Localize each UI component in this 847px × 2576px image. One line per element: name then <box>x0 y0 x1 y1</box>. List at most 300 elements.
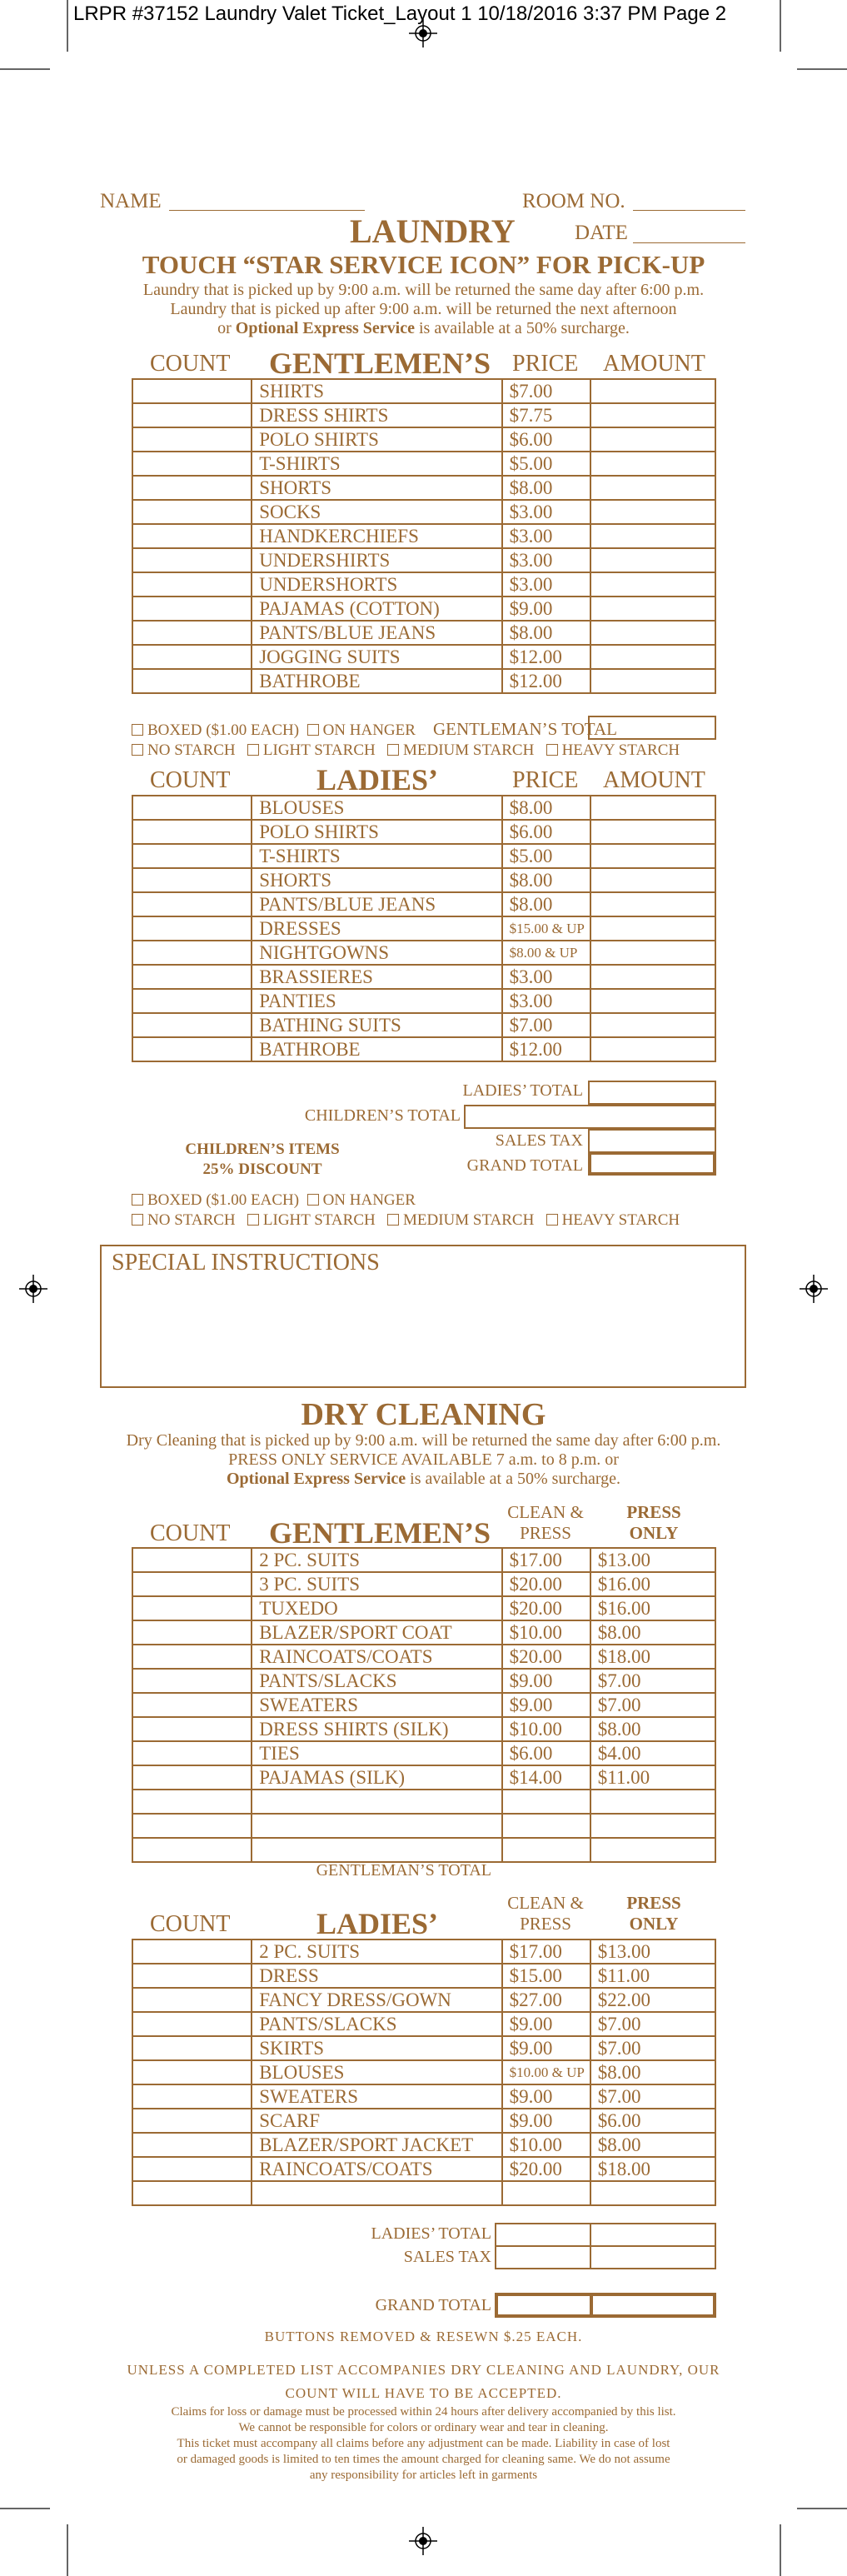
laundry-ladies-table <box>132 795 716 1062</box>
laundry-notes <box>0 281 847 338</box>
item-price: $12.00 <box>502 669 590 693</box>
boxed-checkbox[interactable] <box>132 724 143 736</box>
gentlemen-total-label: GENTLEMAN’S TOTAL <box>433 719 617 739</box>
count-cell[interactable] <box>132 621 252 645</box>
heavy-starch-checkbox[interactable] <box>546 1214 558 1226</box>
amount-cell[interactable] <box>590 796 715 820</box>
table-row <box>132 1572 715 1596</box>
heavy-starch-checkbox[interactable] <box>546 744 558 756</box>
item-name: 2 PC. SUITS <box>252 1939 501 1964</box>
table-row <box>132 524 715 548</box>
table-row <box>132 1037 715 1061</box>
item-price: $8.00 <box>502 621 590 645</box>
count-cell[interactable] <box>132 1790 252 1814</box>
dry-gentlemen-table <box>132 1547 716 1863</box>
item-name: T-SHIRTS <box>252 452 501 476</box>
table-row <box>132 820 715 844</box>
table-row <box>132 844 715 868</box>
count-notice: UNLESS A COMPLETED LIST ACCOMPANIES DRY CLEANING AND LAUNDRY, OUR COUNT WILL HAVE TO BE ACCEPTED. <box>127 2362 720 2401</box>
item-name: UNDERSHIRTS <box>252 548 501 572</box>
clean-press-price: $9.00 <box>502 2012 590 2036</box>
item-name: SCARF <box>252 2109 501 2133</box>
crop-mark <box>780 0 781 52</box>
item-name: POLO SHIRTS <box>252 427 501 452</box>
no-starch-checkbox[interactable] <box>132 1214 143 1226</box>
table-row <box>132 597 715 621</box>
count-cell[interactable] <box>132 1964 252 1988</box>
count-cell[interactable] <box>132 1620 252 1645</box>
item-name: PANTS/SLACKS <box>252 1669 501 1693</box>
item-name: TIES <box>252 1741 501 1765</box>
table-row <box>132 2157 715 2181</box>
children-total-label: CHILDREN’S TOTAL <box>304 1106 461 1125</box>
item-price: $8.00 <box>502 868 590 892</box>
item-price: $6.00 <box>502 820 590 844</box>
item-name: PANTS/BLUE JEANS <box>252 892 501 916</box>
column-clean-press: CLEAN & PRESS <box>507 1502 584 1543</box>
item-price: $7.00 <box>502 379 590 403</box>
item-name: UNDERSHORTS <box>252 572 501 597</box>
starch-row: NO STARCH LIGHT STARCH MEDIUM STARCH HEAVY STARCH <box>132 741 680 760</box>
sales-tax-field[interactable] <box>588 1129 716 1153</box>
item-name: DRESS SHIRTS <box>252 403 501 427</box>
count-cell[interactable] <box>132 1939 252 1964</box>
item-price: $3.00 <box>502 965 590 989</box>
item-name: DRESSES <box>252 916 501 941</box>
hanger-checkbox[interactable] <box>307 724 319 736</box>
clean-press-price: $10.00 & UP <box>502 2060 590 2084</box>
amount-cell[interactable] <box>590 548 715 572</box>
item-price: $7.00 <box>502 1013 590 1037</box>
item-price: $6.00 <box>502 427 590 452</box>
count-cell[interactable] <box>132 2012 252 2036</box>
clean-press-price <box>502 1838 590 1862</box>
amount-cell[interactable] <box>590 669 715 693</box>
table-row <box>132 645 715 669</box>
press-only-price: $18.00 <box>590 2157 715 2181</box>
column-press-only: PRESS ONLY <box>626 1502 681 1543</box>
press-only-price: $16.00 <box>590 1572 715 1596</box>
table-row <box>132 2012 715 2036</box>
gentlemen-title: GENTLEMEN’S <box>269 1516 491 1550</box>
column-price: PRICE <box>512 767 579 793</box>
press-only-price: $6.00 <box>590 2109 715 2133</box>
press-only-price <box>590 1790 715 1814</box>
buttons-note: BUTTONS REMOVED & RESEWN $.25 EACH. <box>264 2329 583 2344</box>
crop-mark <box>797 2508 847 2509</box>
column-amount: AMOUNT <box>603 351 705 377</box>
item-price: $12.00 <box>502 1037 590 1061</box>
item-price: $12.00 <box>502 645 590 669</box>
table-row <box>132 868 715 892</box>
item-name: BLOUSES <box>252 796 501 820</box>
table-row <box>132 1838 715 1862</box>
name-label: NAME <box>100 190 162 212</box>
column-count: COUNT <box>150 767 231 793</box>
item-price: $3.00 <box>502 500 590 524</box>
item-name: T-SHIRTS <box>252 844 501 868</box>
item-name: BLOUSES <box>252 2060 501 2084</box>
count-cell[interactable] <box>132 548 252 572</box>
amount-cell[interactable] <box>590 892 715 916</box>
gentlemen-total-label: GENTLEMAN’S TOTAL <box>316 1861 491 1880</box>
count-cell[interactable] <box>132 820 252 844</box>
table-row <box>132 427 715 452</box>
table-row <box>132 892 715 916</box>
medium-starch-checkbox[interactable] <box>387 1214 399 1226</box>
table-row <box>132 379 715 403</box>
sales-tax-label: SALES TAX <box>403 2248 491 2266</box>
options-row: BOXED ($1.00 EACH) ON HANGER <box>132 721 416 740</box>
item-price: $8.00 <box>502 796 590 820</box>
children-total-field[interactable] <box>464 1105 716 1129</box>
clean-press-price: $10.00 <box>502 1717 590 1741</box>
laundry-title: LAUNDRY <box>350 212 516 250</box>
no-starch-checkbox[interactable] <box>132 744 143 756</box>
amount-cell[interactable] <box>590 403 715 427</box>
count-cell[interactable] <box>132 427 252 452</box>
starch-row: NO STARCH LIGHT STARCH MEDIUM STARCH HEAVY STARCH <box>132 1211 680 1230</box>
amount-cell[interactable] <box>590 452 715 476</box>
item-name: SKIRTS <box>252 2036 501 2060</box>
count-cell[interactable] <box>132 645 252 669</box>
table-row <box>132 1814 715 1838</box>
count-cell[interactable] <box>132 1645 252 1669</box>
amount-cell[interactable] <box>590 379 715 403</box>
table-row <box>132 2109 715 2133</box>
column-price: PRICE <box>512 351 579 377</box>
column-press-only: PRESS ONLY <box>626 1893 681 1934</box>
table-row <box>132 1645 715 1669</box>
column-count: COUNT <box>150 1520 231 1546</box>
count-cell[interactable] <box>132 892 252 916</box>
item-price: $3.00 <box>502 572 590 597</box>
table-row <box>132 796 715 820</box>
count-cell[interactable] <box>132 1037 252 1061</box>
item-price: $8.00 & UP <box>502 941 590 965</box>
item-name <box>252 2181 501 2205</box>
table-row <box>132 2181 715 2205</box>
registration-mark-icon <box>19 1275 47 1303</box>
item-price: $8.00 <box>502 476 590 500</box>
item-name: BATHROBE <box>252 1037 501 1061</box>
clean-press-price: $20.00 <box>502 2157 590 2181</box>
clean-press-price: $6.00 <box>502 1741 590 1765</box>
amount-cell[interactable] <box>590 1013 715 1037</box>
clean-press-price: $9.00 <box>502 1669 590 1693</box>
item-price: $15.00 & UP <box>502 916 590 941</box>
item-name: SOCKS <box>252 500 501 524</box>
press-only-price: $13.00 <box>590 1939 715 1964</box>
count-cell[interactable] <box>132 965 252 989</box>
count-cell[interactable] <box>132 2181 252 2205</box>
count-cell[interactable] <box>132 1596 252 1620</box>
light-starch-checkbox[interactable] <box>247 744 259 756</box>
count-cell[interactable] <box>132 572 252 597</box>
options-row: BOXED ($1.00 EACH) ON HANGER <box>132 1191 416 1210</box>
table-row <box>132 548 715 572</box>
press-only-price: $8.00 <box>590 1717 715 1741</box>
press-only-price: $11.00 <box>590 1964 715 1988</box>
amount-cell[interactable] <box>590 597 715 621</box>
light-starch-checkbox[interactable] <box>247 1214 259 1226</box>
dry-ladies-table <box>132 1939 716 2206</box>
column-count: COUNT <box>150 1911 231 1937</box>
press-only-price: $16.00 <box>590 1596 715 1620</box>
dry-sales-tax-field[interactable] <box>495 2245 716 2269</box>
clean-press-price <box>502 1814 590 1838</box>
amount-cell[interactable] <box>590 989 715 1013</box>
count-cell[interactable] <box>132 403 252 427</box>
sales-tax-label: SALES TAX <box>495 1131 583 1150</box>
count-cell[interactable] <box>132 379 252 403</box>
count-cell[interactable] <box>132 2060 252 2084</box>
table-row <box>132 500 715 524</box>
table-row <box>132 1013 715 1037</box>
amount-cell[interactable] <box>590 524 715 548</box>
count-cell[interactable] <box>132 844 252 868</box>
press-only-price: $8.00 <box>590 2060 715 2084</box>
clean-press-price: $15.00 <box>502 1964 590 1988</box>
press-only-price: $13.00 <box>590 1548 715 1572</box>
table-row <box>132 2060 715 2084</box>
amount-cell[interactable] <box>590 868 715 892</box>
item-name <box>252 1838 501 1862</box>
table-row <box>132 572 715 597</box>
press-only-price: $7.00 <box>590 2084 715 2109</box>
count-cell[interactable] <box>132 941 252 965</box>
press-only-price: $11.00 <box>590 1765 715 1790</box>
gentlemen-total-field[interactable] <box>588 716 716 740</box>
clean-press-price: $10.00 <box>502 2133 590 2157</box>
item-name: BATHROBE <box>252 669 501 693</box>
amount-cell[interactable] <box>590 427 715 452</box>
grand-total-label: GRAND TOTAL <box>466 1156 583 1175</box>
pickup-instruction: TOUCH “STAR SERVICE ICON” FOR PICK-UP <box>142 250 705 279</box>
registration-mark-icon <box>409 2527 437 2555</box>
count-cell[interactable] <box>132 500 252 524</box>
press-only-price <box>590 1814 715 1838</box>
grand-total-label: GRAND TOTAL <box>375 2296 491 2314</box>
amount-cell[interactable] <box>590 1037 715 1061</box>
amount-cell[interactable] <box>590 820 715 844</box>
press-only-price <box>590 2181 715 2205</box>
count-cell[interactable] <box>132 1548 252 1572</box>
column-count: COUNT <box>150 351 231 377</box>
amount-cell[interactable] <box>590 476 715 500</box>
count-cell[interactable] <box>132 1693 252 1717</box>
item-name: FANCY DRESS/GOWN <box>252 1988 501 2012</box>
item-name: NIGHTGOWNS <box>252 941 501 965</box>
clean-press-price: $20.00 <box>502 1645 590 1669</box>
dry-ladies-total-field[interactable] <box>495 2223 716 2247</box>
item-name: SWEATERS <box>252 1693 501 1717</box>
table-row <box>132 1620 715 1645</box>
table-row <box>132 1964 715 1988</box>
item-name: PAJAMAS (COTTON) <box>252 597 501 621</box>
count-cell[interactable] <box>132 1838 252 1862</box>
registration-mark-icon <box>800 1275 828 1303</box>
medium-starch-checkbox[interactable] <box>387 744 399 756</box>
item-name: HANDKERCHIEFS <box>252 524 501 548</box>
table-row <box>132 989 715 1013</box>
table-row <box>132 2133 715 2157</box>
table-row <box>132 1988 715 2012</box>
item-name: 3 PC. SUITS <box>252 1572 501 1596</box>
clean-press-price <box>502 2181 590 2205</box>
fine-print: Claims for loss or damage must be processed within 24 hours after delivery accompanied by this list. We cannot be responsible for colors or ordinary wear and tear in cleaning. This ticket must accompany all claims before any adjustment can be made. Liability in case of lost or damaged goods is limited to ten times the amount charged for cleaning same. We do not assume any responsibility for articles left in garments <box>171 2405 676 2482</box>
item-name: TUXEDO <box>252 1596 501 1620</box>
item-name: DRESS <box>252 1964 501 1988</box>
crop-mark <box>67 0 68 52</box>
press-only-price: $7.00 <box>590 1669 715 1693</box>
clean-press-price: $17.00 <box>502 1939 590 1964</box>
boxed-checkbox[interactable] <box>132 1194 143 1206</box>
item-name: RAINCOATS/COATS <box>252 1645 501 1669</box>
hanger-checkbox[interactable] <box>307 1194 319 1206</box>
item-name: SHORTS <box>252 868 501 892</box>
table-row <box>132 1693 715 1717</box>
count-cell[interactable] <box>132 2036 252 2060</box>
room-label: ROOM NO. <box>522 190 625 212</box>
print-header: LRPR #37152 Laundry Valet Ticket_Layout 1 10/18/2016 3:37 PM Page 2 <box>73 2 727 25</box>
count-cell[interactable] <box>132 1013 252 1037</box>
count-cell[interactable] <box>132 1572 252 1596</box>
item-name: PANTIES <box>252 989 501 1013</box>
count-cell[interactable] <box>132 1741 252 1765</box>
count-cell[interactable] <box>132 1669 252 1693</box>
column-clean-press: CLEAN & PRESS <box>507 1893 584 1934</box>
crop-mark <box>780 2524 781 2576</box>
count-cell[interactable] <box>132 796 252 820</box>
table-row <box>132 1548 715 1572</box>
count-cell[interactable] <box>132 524 252 548</box>
count-cell[interactable] <box>132 2109 252 2133</box>
table-row <box>132 621 715 645</box>
count-cell[interactable] <box>132 1814 252 1838</box>
count-cell[interactable] <box>132 476 252 500</box>
count-cell[interactable] <box>132 597 252 621</box>
amount-cell[interactable] <box>590 844 715 868</box>
crop-mark <box>67 2524 68 2576</box>
dry-cleaning-notes: Dry Cleaning that is picked up by 9:00 a.m. will be returned the same day after 6:00 p.m. PRESS ONLY SERVICE AVAILABLE 7 a.m. to 8 p.m. or Optional Express Service is available at a 50% surcharge. <box>126 1431 721 1488</box>
amount-cell[interactable] <box>590 500 715 524</box>
children-discount-note: CHILDREN’S ITEMS 25% DISCOUNT <box>185 1141 340 1178</box>
press-only-price: $8.00 <box>590 1620 715 1645</box>
count-cell[interactable] <box>132 2157 252 2181</box>
clean-press-price: $27.00 <box>502 1988 590 2012</box>
press-only-price: $22.00 <box>590 1988 715 2012</box>
dry-grand-total-field[interactable] <box>495 2293 716 2318</box>
table-row <box>132 1717 715 1741</box>
item-price: $9.00 <box>502 597 590 621</box>
laundry-note: or Optional Express Service is available at a 50% surcharge. <box>217 319 630 337</box>
clean-press-price: $20.00 <box>502 1596 590 1620</box>
press-only-price: $7.00 <box>590 1693 715 1717</box>
count-cell[interactable] <box>132 1988 252 2012</box>
table-row <box>132 1790 715 1814</box>
column-amount: AMOUNT <box>603 767 705 793</box>
item-name: SWEATERS <box>252 2084 501 2109</box>
amount-cell[interactable] <box>590 965 715 989</box>
item-name: BATHING SUITS <box>252 1013 501 1037</box>
item-name: BLAZER/SPORT JACKET <box>252 2133 501 2157</box>
special-instructions-box[interactable] <box>100 1245 746 1388</box>
count-cell[interactable] <box>132 868 252 892</box>
crop-mark <box>797 68 847 70</box>
item-name: SHIRTS <box>252 379 501 403</box>
room-field[interactable] <box>633 210 745 211</box>
ladies-total-label: LADIES’ TOTAL <box>371 2224 491 2243</box>
table-row <box>132 669 715 693</box>
item-name: BRASSIERES <box>252 965 501 989</box>
item-name: PANTS/SLACKS <box>252 2012 501 2036</box>
table-row <box>132 965 715 989</box>
clean-press-price: $9.00 <box>502 1693 590 1717</box>
item-price: $5.00 <box>502 452 590 476</box>
ladies-total-field[interactable] <box>588 1081 716 1105</box>
name-field[interactable] <box>169 210 365 211</box>
table-row <box>132 1939 715 1964</box>
count-cell[interactable] <box>132 916 252 941</box>
item-name <box>252 1790 501 1814</box>
item-name: 2 PC. SUITS <box>252 1548 501 1572</box>
amount-cell[interactable] <box>590 941 715 965</box>
crop-mark <box>0 68 50 70</box>
press-only-price <box>590 1838 715 1862</box>
item-price: $3.00 <box>502 548 590 572</box>
table-row <box>132 1765 715 1790</box>
amount-cell[interactable] <box>590 916 715 941</box>
press-only-price: $7.00 <box>590 2012 715 2036</box>
count-cell[interactable] <box>132 2133 252 2157</box>
clean-press-price: $17.00 <box>502 1548 590 1572</box>
press-only-price: $7.00 <box>590 2036 715 2060</box>
clean-press-price: $14.00 <box>502 1765 590 1790</box>
clean-press-price <box>502 1790 590 1814</box>
amount-cell[interactable] <box>590 645 715 669</box>
count-cell[interactable] <box>132 1717 252 1741</box>
amount-cell[interactable] <box>590 621 715 645</box>
item-name: POLO SHIRTS <box>252 820 501 844</box>
item-name: SHORTS <box>252 476 501 500</box>
press-only-price: $18.00 <box>590 1645 715 1669</box>
count-cell[interactable] <box>132 452 252 476</box>
item-price: $7.75 <box>502 403 590 427</box>
count-cell[interactable] <box>132 1765 252 1790</box>
date-field[interactable] <box>633 242 745 243</box>
count-cell[interactable] <box>132 669 252 693</box>
press-only-price: $8.00 <box>590 2133 715 2157</box>
date-label: DATE <box>575 222 628 244</box>
table-row <box>132 452 715 476</box>
item-price: $3.00 <box>502 989 590 1013</box>
dry-cleaning-title: DRY CLEANING <box>301 1397 546 1432</box>
item-price: $5.00 <box>502 844 590 868</box>
count-cell[interactable] <box>132 989 252 1013</box>
gentlemen-title: GENTLEMEN’S <box>269 347 491 380</box>
table-row <box>132 403 715 427</box>
clean-press-price: $9.00 <box>502 2084 590 2109</box>
count-cell[interactable] <box>132 2084 252 2109</box>
clean-press-price: $20.00 <box>502 1572 590 1596</box>
amount-cell[interactable] <box>590 572 715 597</box>
crop-mark <box>0 2508 50 2509</box>
clean-press-price: $9.00 <box>502 2109 590 2133</box>
grand-total-field[interactable] <box>588 1151 716 1176</box>
clean-press-price: $9.00 <box>502 2036 590 2060</box>
table-row <box>132 2084 715 2109</box>
